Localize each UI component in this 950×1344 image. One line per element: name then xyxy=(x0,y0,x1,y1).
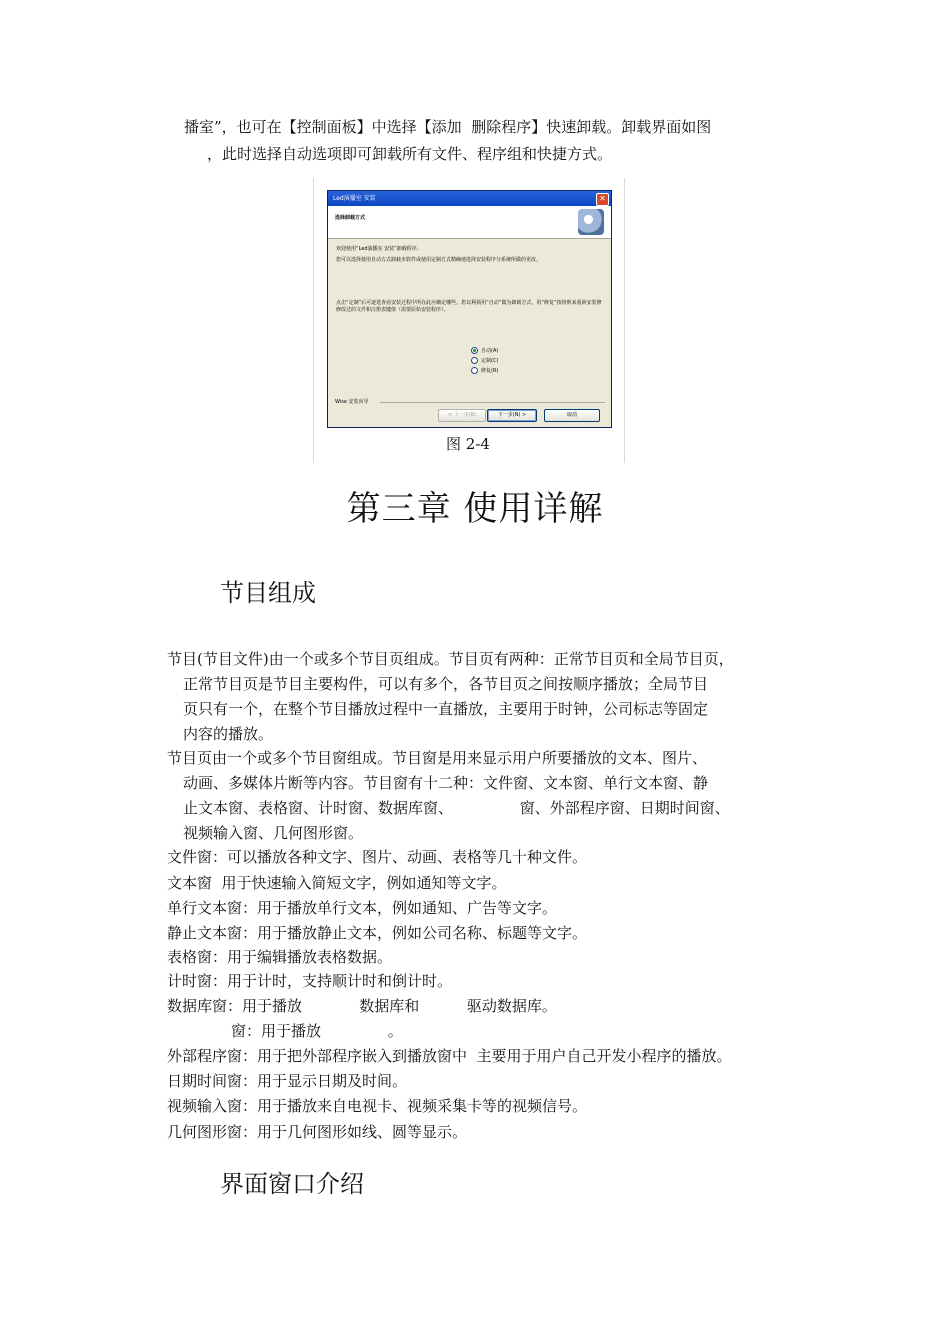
body-line: 日期时间窗：用于显示日期及时间。 xyxy=(167,1072,408,1090)
body-line: 正常节目页是节目主要构件，可以有多个，各节目页之间按顺序播放；全局节目 xyxy=(183,675,709,693)
body-line: 几何图形窗：用于几何图形如线、圆等显示。 xyxy=(167,1123,468,1141)
body-line: 止文本窗、表格窗、计时窗、数据库窗、 窗、外部程序窗、日期时间窗、 xyxy=(183,799,730,817)
body-line: 计时窗：用于计时，支持顺计时和倒计时。 xyxy=(167,972,453,990)
body-line: 文件窗：可以播放各种文字、图片、动画、表格等几十种文件。 xyxy=(167,848,588,866)
body-line: 节目页由一个或多个节目窗组成。节目窗是用来显示用户所要播放的文本、图片、 xyxy=(167,749,708,767)
radio-option-label: 定制(C) xyxy=(481,358,499,364)
body-line: 视频输入窗：用于播放来自电视卡、视频采集卡等的视频信号。 xyxy=(167,1097,588,1115)
radio-icon xyxy=(471,357,478,364)
body-line: 数据库窗：用于播放 数据库和 驱动数据库。 xyxy=(167,997,557,1015)
intro-line-2: ，此时选择自动选项即可卸载所有文件、程序组和快捷方式。 xyxy=(207,145,613,163)
body-line: 静止文本窗：用于播放静止文本，例如公司名称、标题等文字。 xyxy=(167,924,588,942)
body-line: 内容的播放。 xyxy=(183,725,274,743)
figure-2-4 xyxy=(313,178,625,463)
dialog-welcome: 欢迎使用“Led演播室 安装”卸载程序。 xyxy=(336,246,422,252)
dialog-header-title: 选择卸载方式 xyxy=(335,215,366,221)
uninstall-dialog-screenshot xyxy=(327,190,612,428)
radio-option-custom xyxy=(471,357,498,364)
dialog-header xyxy=(328,206,611,239)
body-line: 节目(节目文件)由一个或多个节目页组成。节目页有两种：正常节目页和全局节目页， xyxy=(167,650,734,668)
back-button: < 上一步(B) xyxy=(438,409,486,422)
body-line: 文本窗 用于快速输入简短文字，例如通知等文字。 xyxy=(167,874,507,892)
body-line: 动画、多媒体片断等内容。节目窗有十二种：文件窗、文本窗、单行文本窗、静 xyxy=(183,774,709,792)
radio-option-auto xyxy=(471,347,498,354)
radio-option-label: 自动(A) xyxy=(481,348,499,354)
body-line: 页只有一个，在整个节目播放过程中一直播放，主要用于时钟，公司标志等固定 xyxy=(183,700,709,718)
body-line: 外部程序窗：用于把外部程序嵌入到播放窗中 主要用于用户自己开发小程序的播放。 xyxy=(167,1047,732,1065)
radio-icon xyxy=(471,367,478,374)
body-line: 表格窗：用于编辑播放表格数据。 xyxy=(167,948,393,966)
radio-selected-icon xyxy=(471,347,478,354)
dialog-paragraph-2: 点击“定制”后可逐选查看安装过程中所在此应确定哪些。您以利须用“自动”做为卸载方式。用“修复”按钮则来重新安装修修改过的文件和注册表键值（需要原始安装程序）。 xyxy=(336,300,602,313)
dialog-paragraph-1: 您可以选择使用自动方式卸载本软件或使用定制方式精确地选择安装程序分系统所做的更改。 xyxy=(336,257,542,263)
body-line: 单行文本窗：用于播放单行文本，例如通知、广告等文字。 xyxy=(167,899,558,917)
next-button: 下一步(N) > xyxy=(487,409,537,422)
section-heading-program-composition: 节目组成 xyxy=(220,579,316,607)
close-icon: ✕ xyxy=(596,193,609,206)
dialog-titlebar xyxy=(328,191,611,206)
cancel-button: 取消 xyxy=(544,409,600,422)
figure-caption: 图 2-4 xyxy=(446,435,490,453)
body-line: 视频输入窗、几何图形窗。 xyxy=(183,824,364,842)
chapter-title: 第三章 使用详解 xyxy=(346,489,604,529)
install-disc-icon xyxy=(578,209,604,235)
radio-option-repair xyxy=(471,367,498,374)
dialog-footer-label: Wise 安装向导 xyxy=(335,399,369,405)
dialog-title: Led演播室 安装 xyxy=(333,195,376,202)
body-line: 窗：用于播放 。 xyxy=(231,1022,403,1040)
section-heading-interface-windows: 界面窗口介绍 xyxy=(220,1170,364,1198)
dialog-footer-divider xyxy=(380,402,605,403)
intro-line-1: 播室”，也可在【控制面板】中选择【添加 删除程序】快速卸载。卸载界面如图 xyxy=(184,118,712,136)
radio-option-label: 修复(R) xyxy=(481,368,499,374)
